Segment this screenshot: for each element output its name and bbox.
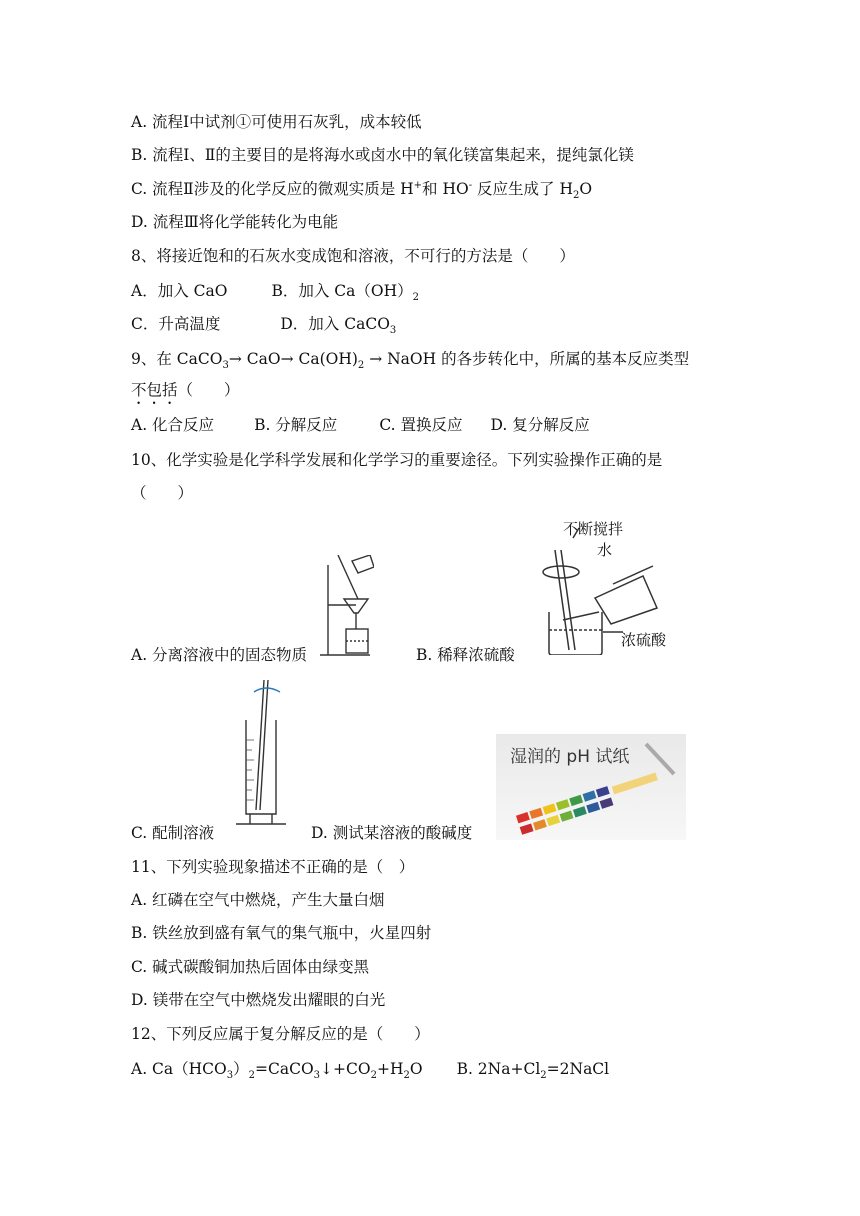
emphasis-text: 不包括: [131, 381, 178, 399]
q11-option-b: B. 铁丝放到盛有氧气的集气瓶中，火星四射: [131, 924, 432, 942]
text: ）: [233, 1060, 249, 1078]
text: +: [413, 179, 423, 191]
q9-options: [131, 415, 590, 435]
text: +H: [376, 1060, 404, 1078]
label-conc-sulfuric-acid: 浓硫酸: [621, 631, 667, 649]
text: =CaCO: [255, 1060, 314, 1078]
text: → NaOH 的各步转化中，所属的基本反应类型: [364, 350, 690, 368]
text: A. Ca（HCO: [131, 1060, 227, 1078]
q9-option-c: C. 置换反应: [379, 416, 463, 434]
q12-options: [131, 1059, 610, 1082]
text: 2: [540, 1070, 547, 1082]
text: → CaO→ Ca(OH): [228, 350, 358, 368]
q8-options-ab: [131, 281, 419, 304]
q9-option-b: B. 分解反应: [254, 416, 338, 434]
text: C. 流程Ⅱ涉及的化学反应的微观实质是 H: [131, 180, 414, 198]
text: O: [409, 1060, 423, 1078]
text: ↓+CO: [320, 1060, 371, 1078]
q10-option-d: D. 测试某溶液的酸碱度: [311, 824, 473, 842]
q10-stem: 10、化学实验是化学科学发展和化学学习的重要途径。下列实验操作正确的是: [131, 451, 663, 469]
text: B. 2Na+Cl: [456, 1060, 541, 1078]
q7-option-d: D. 流程Ⅲ将化学能转化为电能: [131, 213, 339, 231]
q12-stem: 12、下列反应属于复分解反应的是（ ）: [131, 1025, 430, 1043]
q9-option-a: A. 化合反应: [131, 416, 215, 434]
q11-option-a: A. 红磷在空气中燃烧，产生大量白烟: [131, 891, 385, 909]
text: 2: [572, 190, 580, 202]
filtration-apparatus-figure: [318, 555, 374, 660]
q9-option-d: D. 复分解反应: [490, 416, 590, 434]
text: 反应生成了 H: [472, 180, 573, 198]
q9-stem: [131, 349, 690, 372]
q7-option-c: [131, 179, 593, 202]
q10-option-b: B. 稀释浓硫酸: [416, 646, 515, 664]
q12-option-b: [456, 1060, 610, 1082]
q10-option-c: C. 配制溶液: [131, 824, 215, 842]
q10-option-a: A. 分离溶液中的固态物质: [131, 646, 308, 664]
q7-option-b: B. 流程Ⅰ、Ⅱ的主要目的是将海水或卤水中的氧化镁富集起来，提纯氯化镁: [131, 146, 634, 164]
text: 3: [389, 325, 397, 337]
text: 2: [248, 1070, 255, 1082]
text: =2NaCl: [546, 1060, 610, 1078]
q12-option-a: [131, 1060, 423, 1082]
text: （ ）: [177, 381, 240, 399]
label-wet-ph-paper: 湿润的 pH 试纸: [510, 747, 630, 767]
label-keep-stirring: 不断搅拌: [563, 520, 624, 538]
text: 9、在 CaCO: [131, 350, 223, 368]
text: -: [468, 179, 473, 191]
q9-stem-line2: [131, 380, 240, 408]
text: 3: [226, 1070, 234, 1082]
q10-stem-line2: （ ）: [131, 484, 194, 502]
text: 2: [357, 360, 365, 372]
text: 3: [313, 1070, 321, 1082]
text: 和 HO: [422, 180, 469, 198]
q8-option-c: C．升高温度: [131, 315, 221, 333]
q11-option-d: D. 镁带在空气中燃烧发出耀眼的白光: [131, 991, 386, 1009]
label-water: 水: [597, 541, 613, 559]
q8-option-d: D．加入 CaCO: [280, 315, 390, 333]
q8-option-b: B．加入 Ca（OH）: [271, 282, 413, 300]
q8-options-cd: [131, 314, 397, 337]
q7-option-a: A. 流程Ⅰ中试剂①可使用石灰乳，成本较低: [131, 113, 422, 131]
text: 2: [403, 1070, 410, 1082]
q8-option-a: A．加入 CaO: [131, 282, 228, 300]
q8-stem: 8、将接近饱和的石灰水变成饱和溶液，不可行的方法是（ ）: [131, 247, 575, 265]
q11-option-c: C. 碱式碳酸铜加热后固体由绿变黑: [131, 958, 370, 976]
text: 3: [222, 360, 229, 372]
q11-stem: 11、下列实验现象描述不正确的是（ ）: [131, 858, 415, 876]
graduated-cylinder-figure: [236, 680, 288, 830]
text: 2: [370, 1070, 377, 1082]
text: 2: [412, 292, 419, 304]
ph-test-paper-figure: [496, 734, 686, 840]
text: O: [579, 180, 593, 198]
ph-color-chart-icon: [496, 734, 686, 840]
